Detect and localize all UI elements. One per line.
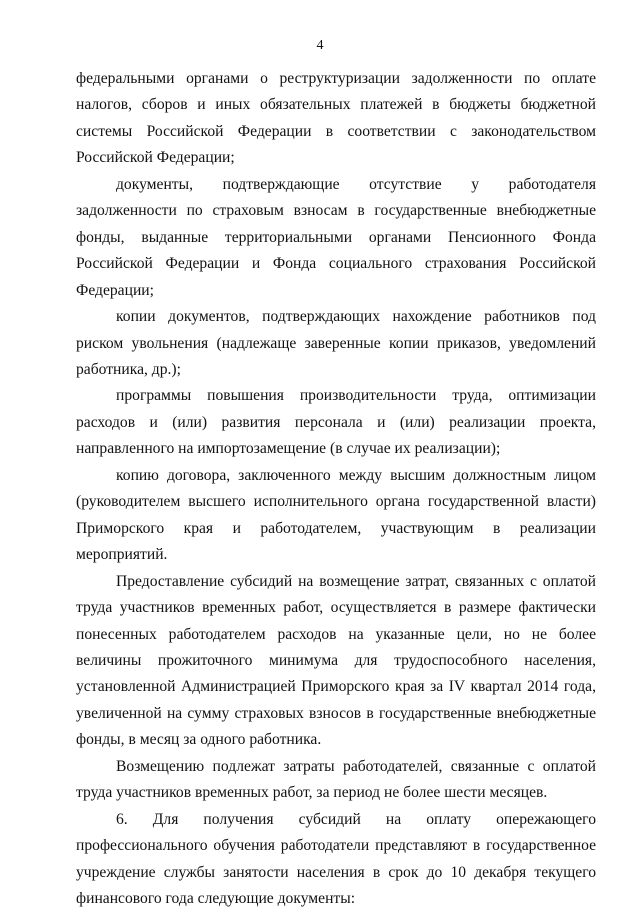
- page-number: 4: [316, 38, 324, 53]
- paragraph-continuation: федеральными органами о реструктуризации задолженности по оплате налогов, сборов и иных обязательных платежей в бюджеты бюджетной системы Российской Федерации в соответствии с законодательством Российской Федерации;: [76, 70, 596, 167]
- paragraph-agreement-copy: копию договора, заключенного между высшим должностным лицом (руководителем высшего исполнительного органа государственной власти) Приморского края и работодателем, участвующим в реализации мероприятий.: [76, 466, 596, 564]
- paragraph-productivity-programs: программы повышения производительности труда, оптимизации расходов и (или) развития персонала и (или) реализации проекта, направленного на импортозамещение (в случае их реализации);: [76, 387, 596, 458]
- paragraph-subsidy-amount: Предоставление субсидий на возмещение затрат, связанных с оплатой труда участников временных работ, осуществляется в размере фактически понесенных работодателем расходов на указанные цели, но не более величины прожиточного минимума для трудоспособного населения, установленной Администрацией Приморского края за IV квартал 2014 года, увеличенной на сумму страховых взносов в государственные внебюджетные фонды, в месяц за одного работника.: [76, 572, 596, 749]
- document-body: [76, 66, 596, 913]
- paragraph-insurance-debt: документы, подтверждающие отсутствие у работодателя задолженности по страховым взносам в государственные внебюджетные фонды, выданные территориальными органами Пенсионного Фонда Российской Федерации и Фонда социального страхования Российской Федерации;: [76, 175, 596, 299]
- paragraph-dismissal-risk: копии документов, подтверждающих нахождение работников под риском увольнения (надлежаще заверенные копии приказов, уведомлений работника, др.);: [76, 308, 596, 378]
- paragraph-section-6: 6. Для получения субсидий на оплату опережающего профессионального обучения работодатели представляют в государственное учреждение службы занятости населения в срок до 10 декабря текущего финансового года следующие документы:: [76, 810, 596, 908]
- paragraph-reimbursement-period: Возмещению подлежат затраты работодателей, связанные с оплатой труда участников временных работ, за период не более шести месяцев.: [76, 757, 596, 802]
